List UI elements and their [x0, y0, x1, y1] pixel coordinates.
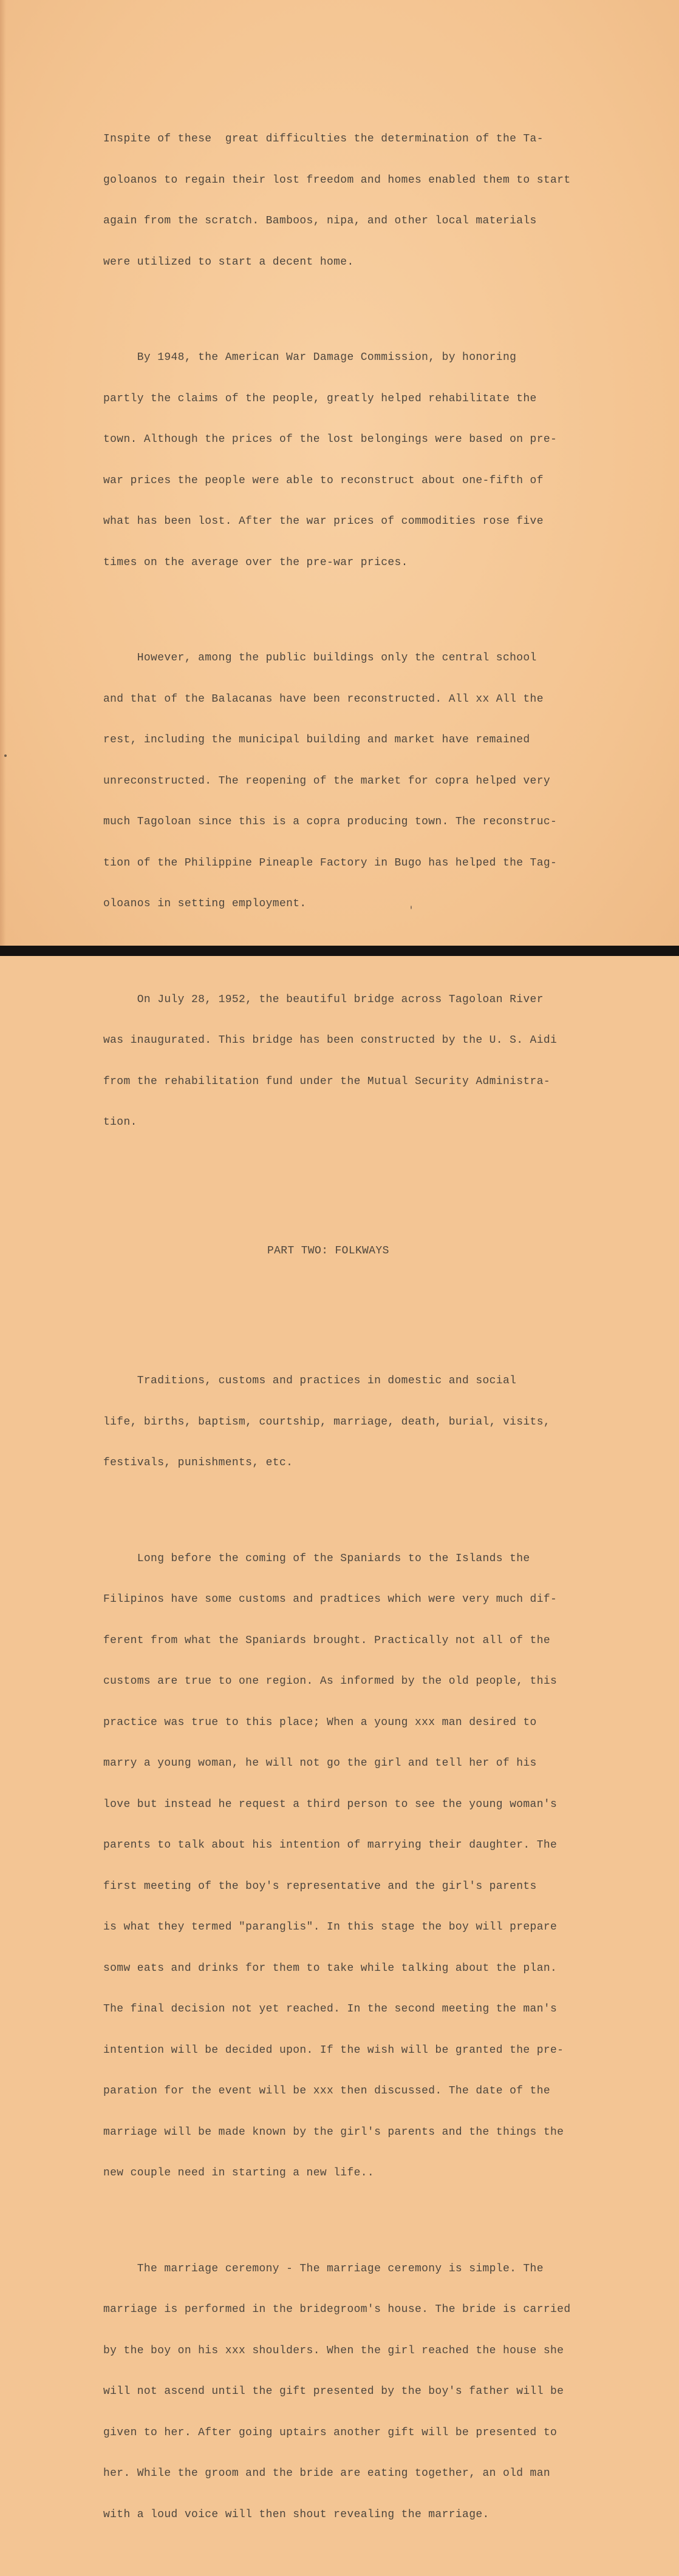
paragraph-traditions [103, 1347, 650, 1497]
text-line: marriage is performed in the bridegroom's house. The bride is carried [103, 2303, 571, 2316]
text-line: given to her. After going uptairs another gift will be presented to [103, 2426, 558, 2439]
text-line: customs are true to one region. As informed by the old people, this [103, 1675, 558, 1687]
text-line: However, among the public buildings only the central school [103, 652, 537, 664]
text-line: somw eats and drinks for them to take while talking about the plan. [103, 1962, 558, 1974]
text-line: will not ascend until the gift presented by the boy's father will be [103, 2385, 564, 2398]
scan-bottom-edge [0, 946, 679, 956]
paragraph-rebuilding [103, 105, 650, 296]
text-line: her. While the groom and the bride are eating together, an old man [103, 2467, 551, 2479]
text-line: The final decision not yet reached. In the second meeting the man's [103, 2003, 558, 2015]
text-line: On July 28, 1952, the beautiful bridge across Tagoloan River [103, 993, 544, 1006]
text-line: times on the average over the pre-war prices. [103, 556, 408, 569]
paragraph-courtship-customs [103, 1525, 650, 2208]
spacer [103, 1198, 650, 1217]
text-line: rest, including the municipal building and market have remained [103, 734, 530, 746]
paragraph-marriage-ceremony [103, 2235, 650, 2549]
spacer [103, 1286, 650, 1306]
text-line: is what they termed "paranglis". In this stage the boy will prepare [103, 1921, 558, 1933]
text-line: first meeting of the boy's representative and the girl's parents [103, 1880, 537, 1893]
ink-speck [4, 754, 7, 757]
text-line: were utilized to start a decent home. [103, 256, 354, 268]
text-line: and that of the Balacanas have been reconstructed. All xx All the [103, 693, 544, 705]
text-line: Long before the coming of the Spaniards to the Islands the [103, 1552, 530, 1565]
text-line: marriage will be made known by the girl's parents and the things the [103, 2126, 564, 2138]
page-body [103, 78, 650, 2576]
text-line: new couple need in starting a new life.. [103, 2167, 375, 2179]
text-line: The marriage ceremony - The marriage ceremony is simple. The [103, 2262, 544, 2275]
text-line: paration for the event will be xxx then discussed. The date of the [103, 2085, 551, 2097]
text-line: intention will be decided upon. If the wish will be granted the pre- [103, 2044, 564, 2056]
text-line: unreconstructed. The reopening of the market for copra helped very [103, 774, 551, 787]
text-line: love but instead he request a third person to see the young woman's [103, 1798, 558, 1811]
text-line: by the boy on his xxx shoulders. When the girl reached the house she [103, 2344, 564, 2357]
text-line: By 1948, the American War Damage Commission, by honoring [103, 351, 517, 364]
text-line: war prices the people were able to reconstruct about one-fifth of [103, 474, 544, 487]
text-line: with a loud voice will then shout revealing the marriage. [103, 2508, 490, 2521]
text-line: practice was true to this place; When a young xxx man desired to [103, 1716, 537, 1729]
text-line: tion of the Philippine Pineaple Factory in Bugo has helped the Tag- [103, 856, 558, 869]
text-line: partly the claims of the people, greatly helped rehabilitate the [103, 392, 537, 405]
paragraph-war-damage-commission [103, 324, 650, 597]
text-line: was inaugurated. This bridge has been constructed by the U. S. Aidi [103, 1034, 558, 1046]
text-line: from the rehabilitation fund under the Mutual Security Administra- [103, 1075, 551, 1088]
text-line: Traditions, customs and practices in domestic and social [103, 1375, 517, 1387]
text-line: again from the scratch. Bamboos, nipa, and other local materials [103, 215, 537, 227]
text-line: tion. [103, 1116, 137, 1128]
part-two-heading: PART TWO: FOLKWAYS [267, 1245, 389, 1257]
paper-left-edge-shadow [0, 0, 6, 956]
text-line: festivals, punishments, etc. [103, 1457, 293, 1469]
text-line: life, births, baptism, courtship, marriage, death, burial, visits, [103, 1415, 551, 1428]
paragraph-public-buildings [103, 624, 650, 938]
text-line: much Tagoloan since this is a copra producing town. The reconstruc- [103, 816, 558, 828]
text-line: marry a young woman, he will not go the girl and tell her of his [103, 1757, 537, 1769]
ink-speck [411, 906, 412, 909]
text-line: town. Although the prices of the lost belongings were based on pre- [103, 433, 558, 446]
text-line: goloanos to regain their lost freedom and homes enabled them to start [103, 174, 571, 186]
paragraph-bridge [103, 966, 650, 1157]
text-line: what has been lost. After the war prices of commodities rose five [103, 515, 544, 527]
text-line: Filipinos have some customs and pradtices which were very much dif- [103, 1593, 558, 1605]
text-line: oloanos in setting employment. [103, 898, 307, 910]
text-line: ferent from what the Spaniards brought. Practically not all of the [103, 1634, 551, 1647]
text-line: Inspite of these great difficulties the determination of the Ta- [103, 133, 544, 145]
text-line: parents to talk about his intention of marrying their daughter. The [103, 1839, 558, 1851]
